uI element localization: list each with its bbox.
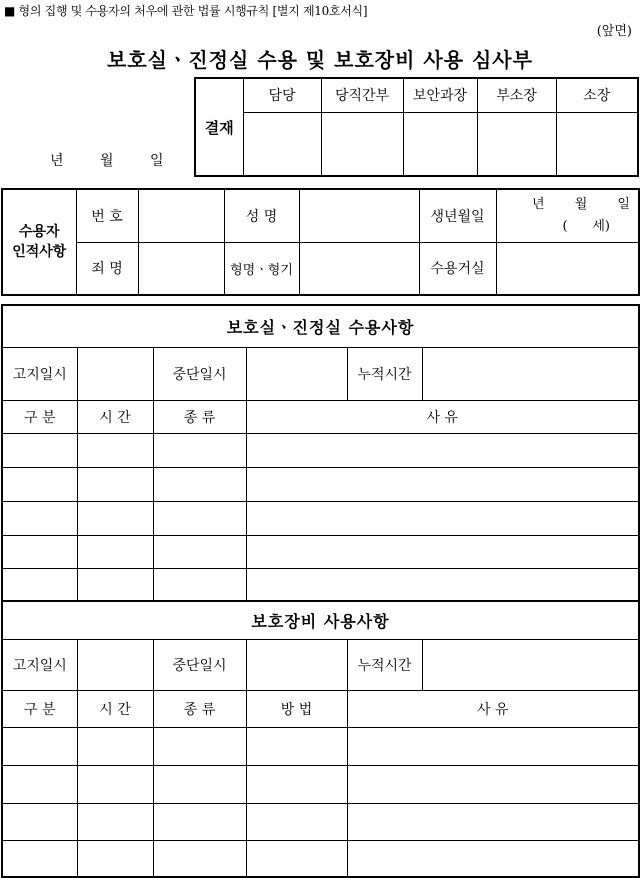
- col-header: 종 류: [153, 690, 246, 727]
- equipment-table: [1, 600, 640, 878]
- signature-box[interactable]: [243, 112, 321, 176]
- protection-room-title: 보호실ㆍ진정실 수용사항: [2, 305, 639, 347]
- cell[interactable]: [246, 840, 347, 877]
- approval-role: 보안과장: [403, 78, 477, 112]
- equipment-title: 보호장비 사용사항: [2, 601, 639, 639]
- cell[interactable]: [77, 840, 153, 877]
- stop-time-label: 중단일시: [153, 347, 246, 400]
- cell[interactable]: [153, 433, 246, 467]
- col-header: 구 분: [2, 690, 77, 727]
- page-title: 보호실ㆍ진정실 수용 및 보호장비 사용 심사부: [107, 48, 533, 72]
- total-time-field[interactable]: [422, 639, 639, 690]
- birth-label: 생년월일: [419, 189, 496, 242]
- birth-date-text: 년 월 일: [532, 196, 630, 212]
- stop-time-field[interactable]: [246, 639, 347, 690]
- stop-time-label: 중단일시: [153, 639, 246, 690]
- cell[interactable]: [153, 727, 246, 765]
- cell[interactable]: [153, 467, 246, 501]
- cell[interactable]: [153, 765, 246, 803]
- cell[interactable]: [347, 840, 639, 877]
- crime-label: 죄 명: [76, 242, 138, 295]
- cell[interactable]: [77, 765, 153, 803]
- inmate-section-label: 수용자 인적사항: [2, 189, 76, 295]
- cell[interactable]: [153, 501, 246, 535]
- cell[interactable]: [2, 840, 77, 877]
- cell[interactable]: [153, 803, 246, 840]
- name-label: 성 명: [224, 189, 299, 242]
- report-date: 년 월 일: [50, 153, 164, 169]
- approval-role: 당직간부: [321, 78, 403, 112]
- cell[interactable]: [246, 568, 639, 601]
- sentence-label: 형명ㆍ형기: [224, 242, 299, 295]
- approval-role: 담당: [243, 78, 321, 112]
- front-side-label: (앞면): [596, 24, 632, 39]
- crime-field[interactable]: [138, 242, 224, 295]
- notice-time-field[interactable]: [77, 347, 153, 400]
- approval-table: [194, 77, 639, 177]
- notice-time-label: 고지일시: [2, 347, 77, 400]
- signature-box[interactable]: [556, 112, 638, 176]
- cell[interactable]: [246, 727, 347, 765]
- name-field[interactable]: [299, 189, 419, 242]
- col-header: 시 간: [77, 690, 153, 727]
- cell[interactable]: [77, 501, 153, 535]
- col-header: 구 분: [2, 400, 77, 433]
- cell[interactable]: [153, 535, 246, 568]
- cell[interactable]: [77, 467, 153, 501]
- cell[interactable]: [347, 803, 639, 840]
- cell[interactable]: [2, 568, 77, 601]
- cell[interactable]: [153, 840, 246, 877]
- cell[interactable]: [2, 765, 77, 803]
- cell[interactable]: [246, 535, 639, 568]
- cell[interactable]: [2, 803, 77, 840]
- age-text: ( 세): [562, 218, 610, 234]
- cell[interactable]: [246, 467, 639, 501]
- cell[interactable]: [246, 765, 347, 803]
- birth-field[interactable]: [496, 189, 639, 242]
- inmate-info-table: [1, 188, 640, 296]
- location-label: 수용거실: [419, 242, 496, 295]
- col-header: 종 류: [153, 400, 246, 433]
- cell[interactable]: [2, 727, 77, 765]
- regulation-header: ■ 형의 집행 및 수용자의 처우에 관한 법률 시행규칙 [별지 제10호서식]: [4, 4, 368, 18]
- protection-room-table: [1, 304, 640, 602]
- cell[interactable]: [347, 727, 639, 765]
- cell[interactable]: [77, 727, 153, 765]
- signature-box[interactable]: [477, 112, 556, 176]
- col-header: 사 유: [246, 400, 639, 433]
- notice-time-field[interactable]: [77, 639, 153, 690]
- stop-time-field[interactable]: [246, 347, 347, 400]
- col-header: 방 법: [246, 690, 347, 727]
- approval-label: 결재: [195, 78, 243, 176]
- col-header: 사 유: [347, 690, 639, 727]
- cell[interactable]: [153, 568, 246, 601]
- cell[interactable]: [2, 467, 77, 501]
- cell[interactable]: [2, 501, 77, 535]
- cell[interactable]: [77, 535, 153, 568]
- col-header: 시 간: [77, 400, 153, 433]
- cell[interactable]: [246, 803, 347, 840]
- cell[interactable]: [246, 501, 639, 535]
- cell[interactable]: [77, 568, 153, 601]
- notice-time-label: 고지일시: [2, 639, 77, 690]
- number-field[interactable]: [138, 189, 224, 242]
- approval-role: 부소장: [477, 78, 556, 112]
- signature-box[interactable]: [321, 112, 403, 176]
- signature-box[interactable]: [403, 112, 477, 176]
- location-field[interactable]: [496, 242, 639, 295]
- cell[interactable]: [77, 803, 153, 840]
- total-time-label: 누적시간: [347, 639, 422, 690]
- sentence-field[interactable]: [299, 242, 419, 295]
- cell[interactable]: [2, 433, 77, 467]
- number-label: 번 호: [76, 189, 138, 242]
- total-time-label: 누적시간: [347, 347, 422, 400]
- approval-role: 소장: [556, 78, 638, 112]
- cell[interactable]: [2, 535, 77, 568]
- cell[interactable]: [347, 765, 639, 803]
- cell[interactable]: [77, 433, 153, 467]
- total-time-field[interactable]: [422, 347, 639, 400]
- cell[interactable]: [246, 433, 639, 467]
